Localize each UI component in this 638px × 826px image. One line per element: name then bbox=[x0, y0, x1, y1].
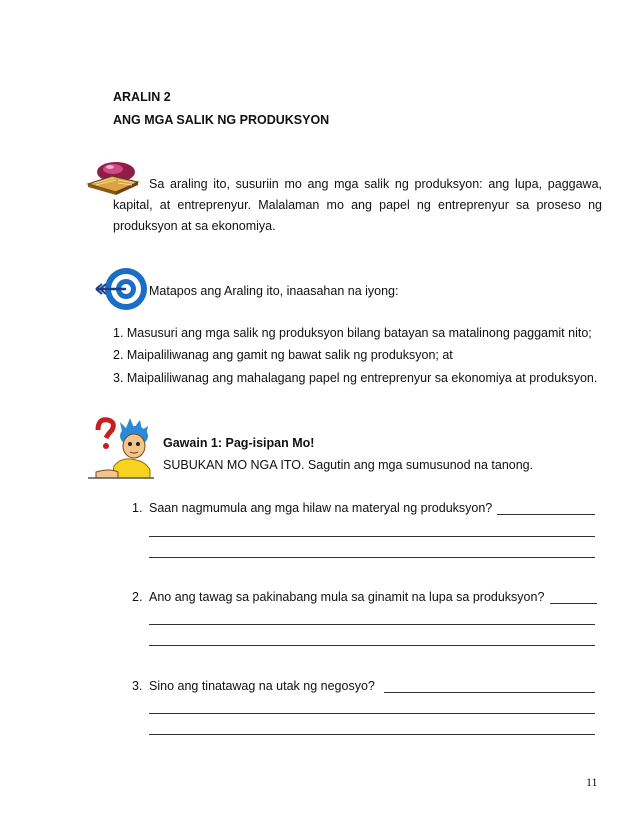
intro-paragraph: Sa araling ito, susuriin mo ang mga salik ng produksyon: ang lupa, paggawa, kapital, at entreprenyur. Malalaman mo ang papel ng entreprenyur sa proseso ng produksyon at sa ekonomiya. bbox=[113, 177, 602, 233]
page-number: 11 bbox=[586, 775, 598, 789]
objective-item-1: 1. Masusuri ang mga salik ng produksyon bilang batayan sa matalinong paggamit nito; bbox=[113, 326, 592, 340]
question-3-text: Sino ang tinatawag na utak ng negosyo? bbox=[149, 679, 375, 693]
answer-line[interactable] bbox=[550, 603, 597, 604]
answer-line[interactable] bbox=[149, 536, 595, 537]
question-2-text: Ano ang tawag sa pakinabang mula sa ginamit na lupa sa produksyon? bbox=[149, 590, 545, 604]
question-2-number: 2. bbox=[132, 590, 143, 604]
thinking-student-icon bbox=[84, 416, 158, 482]
objective-item-2: 2. Maipaliliwanag ang gamit ng bawat salik ng produksyon; at bbox=[113, 348, 453, 362]
question-3-number: 3. bbox=[132, 679, 143, 693]
question-1-number: 1. bbox=[132, 501, 143, 515]
answer-line[interactable] bbox=[149, 645, 595, 646]
objective-item-3: 3. Maipaliliwanag ang mahalagang papel ng entreprenyur sa ekonomiya at produksyon. bbox=[113, 371, 598, 385]
lesson-number: ARALIN 2 bbox=[113, 90, 171, 104]
activity-title: Gawain 1: Pag-isipan Mo! bbox=[163, 436, 315, 450]
activity-instruction: SUBUKAN MO NGA ITO. Sagutin ang mga sumusunod na tanong. bbox=[163, 458, 534, 472]
answer-line[interactable] bbox=[149, 734, 595, 735]
answer-line[interactable] bbox=[384, 692, 595, 693]
answer-line[interactable] bbox=[497, 514, 595, 515]
lesson-title: ANG MGA SALIK NG PRODUKSYON bbox=[113, 113, 330, 127]
answer-line[interactable] bbox=[149, 713, 595, 714]
answer-line[interactable] bbox=[149, 557, 595, 558]
target-icon bbox=[92, 266, 148, 312]
question-1-text: Saan nagmumula ang mga hilaw na materyal ng produksyon? bbox=[149, 501, 493, 515]
objectives-lead: Matapos ang Araling ito, inaasahan na iyong: bbox=[149, 284, 399, 298]
answer-line[interactable] bbox=[149, 624, 595, 625]
